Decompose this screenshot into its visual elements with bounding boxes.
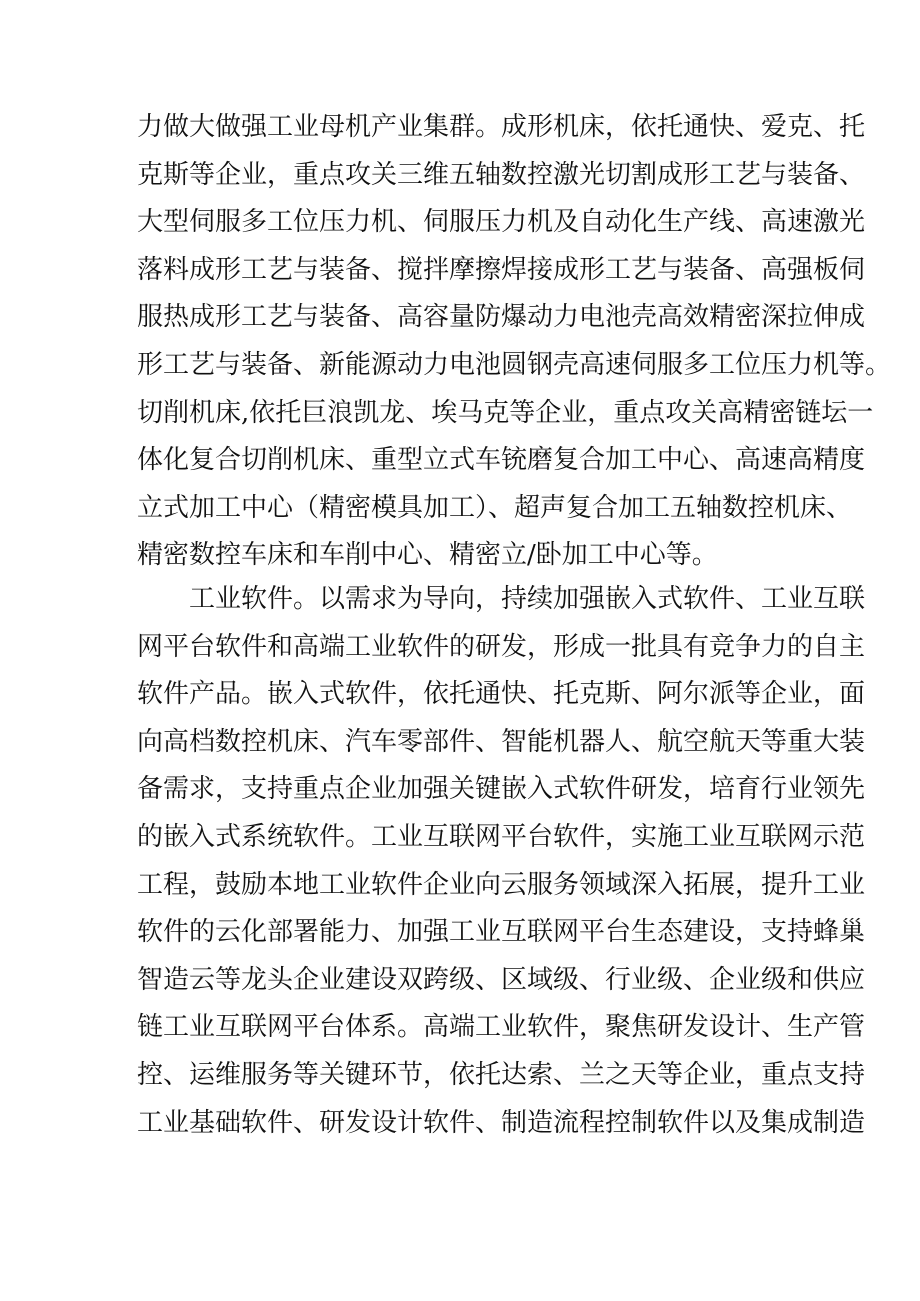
paragraph-industrial-software [137, 576, 866, 1147]
paragraph-machine-tools [137, 104, 892, 580]
text-line: 克斯等企业，重点攻关三维五轴数控激光切割成形工艺与装备、 [137, 159, 866, 190]
text-line: 备需求，支持重点企业加强关键嵌入式软件研发，培育行业领先 [137, 774, 866, 805]
text-line: 网平台软件和高端工业软件的研发，形成一批具有竞争力的自主 [137, 631, 866, 662]
text-line: 精密数控车床和车削中心、精密立/卧加工中心等。 [137, 540, 718, 571]
text-line: 软件的云化部署能力、加强工业互联网平台生态建设，支持蜂巢 [137, 917, 866, 948]
text-line: 工程，鼓励本地工业软件企业向云服务领域深入拓展，提升工业 [137, 869, 866, 900]
text-line: 立式加工中心（精密模具加工）、超声复合加工五轴数控机床、 [137, 492, 853, 523]
text-line: 服热成形工艺与装备、高容量防爆动力电池壳高效精密深拉伸成 [137, 302, 866, 333]
text-line: 工业软件。以需求为导向，持续加强嵌入式软件、工业互联 [137, 584, 866, 614]
text-line: 工业基础软件、研发设计软件、制造流程控制软件以及集成制造 [137, 1107, 866, 1138]
text-line: 的嵌入式系统软件。工业互联网平台软件，实施工业互联网示范 [137, 821, 866, 852]
text-line: 落料成形工艺与装备、搅拌摩擦焊接成形工艺与装备、高强板伺 [137, 254, 866, 285]
text-line: 智造云等龙头企业建设双跨级、区域级、行业级、企业级和供应 [137, 964, 866, 995]
text-line: 切削机床,依托巨浪凯龙、埃马克等企业，重点攻关高精密链坛一 [137, 397, 874, 428]
text-line: 力做大做强工业母机产业集群。成形机床，依托通快、爱克、托 [137, 112, 866, 142]
text-line: 链工业互联网平台体系。高端工业软件，聚焦研发设计、生产管 [137, 1012, 866, 1043]
text-line: 软件产品。嵌入式软件，依托通快、托克斯、阿尔派等企业，面 [137, 679, 866, 710]
text-line: 形工艺与装备、新能源动力电池圆钢壳高速伺服多工位压力机等。 [137, 349, 892, 380]
text-line: 体化复合切削机床、重型立式车铳磨复合加工中心、高速高精度 [137, 445, 866, 476]
text-line: 大型伺服多工位压力机、伺服压力机及自动化生产线、高速激光 [137, 207, 866, 238]
text-line: 控、运维服务等关键环节，依托达索、兰之天等企业，重点支持 [137, 1059, 866, 1090]
text-line: 向高档数控机床、汽车零部件、智能机器人、航空航天等重大装 [137, 726, 866, 757]
